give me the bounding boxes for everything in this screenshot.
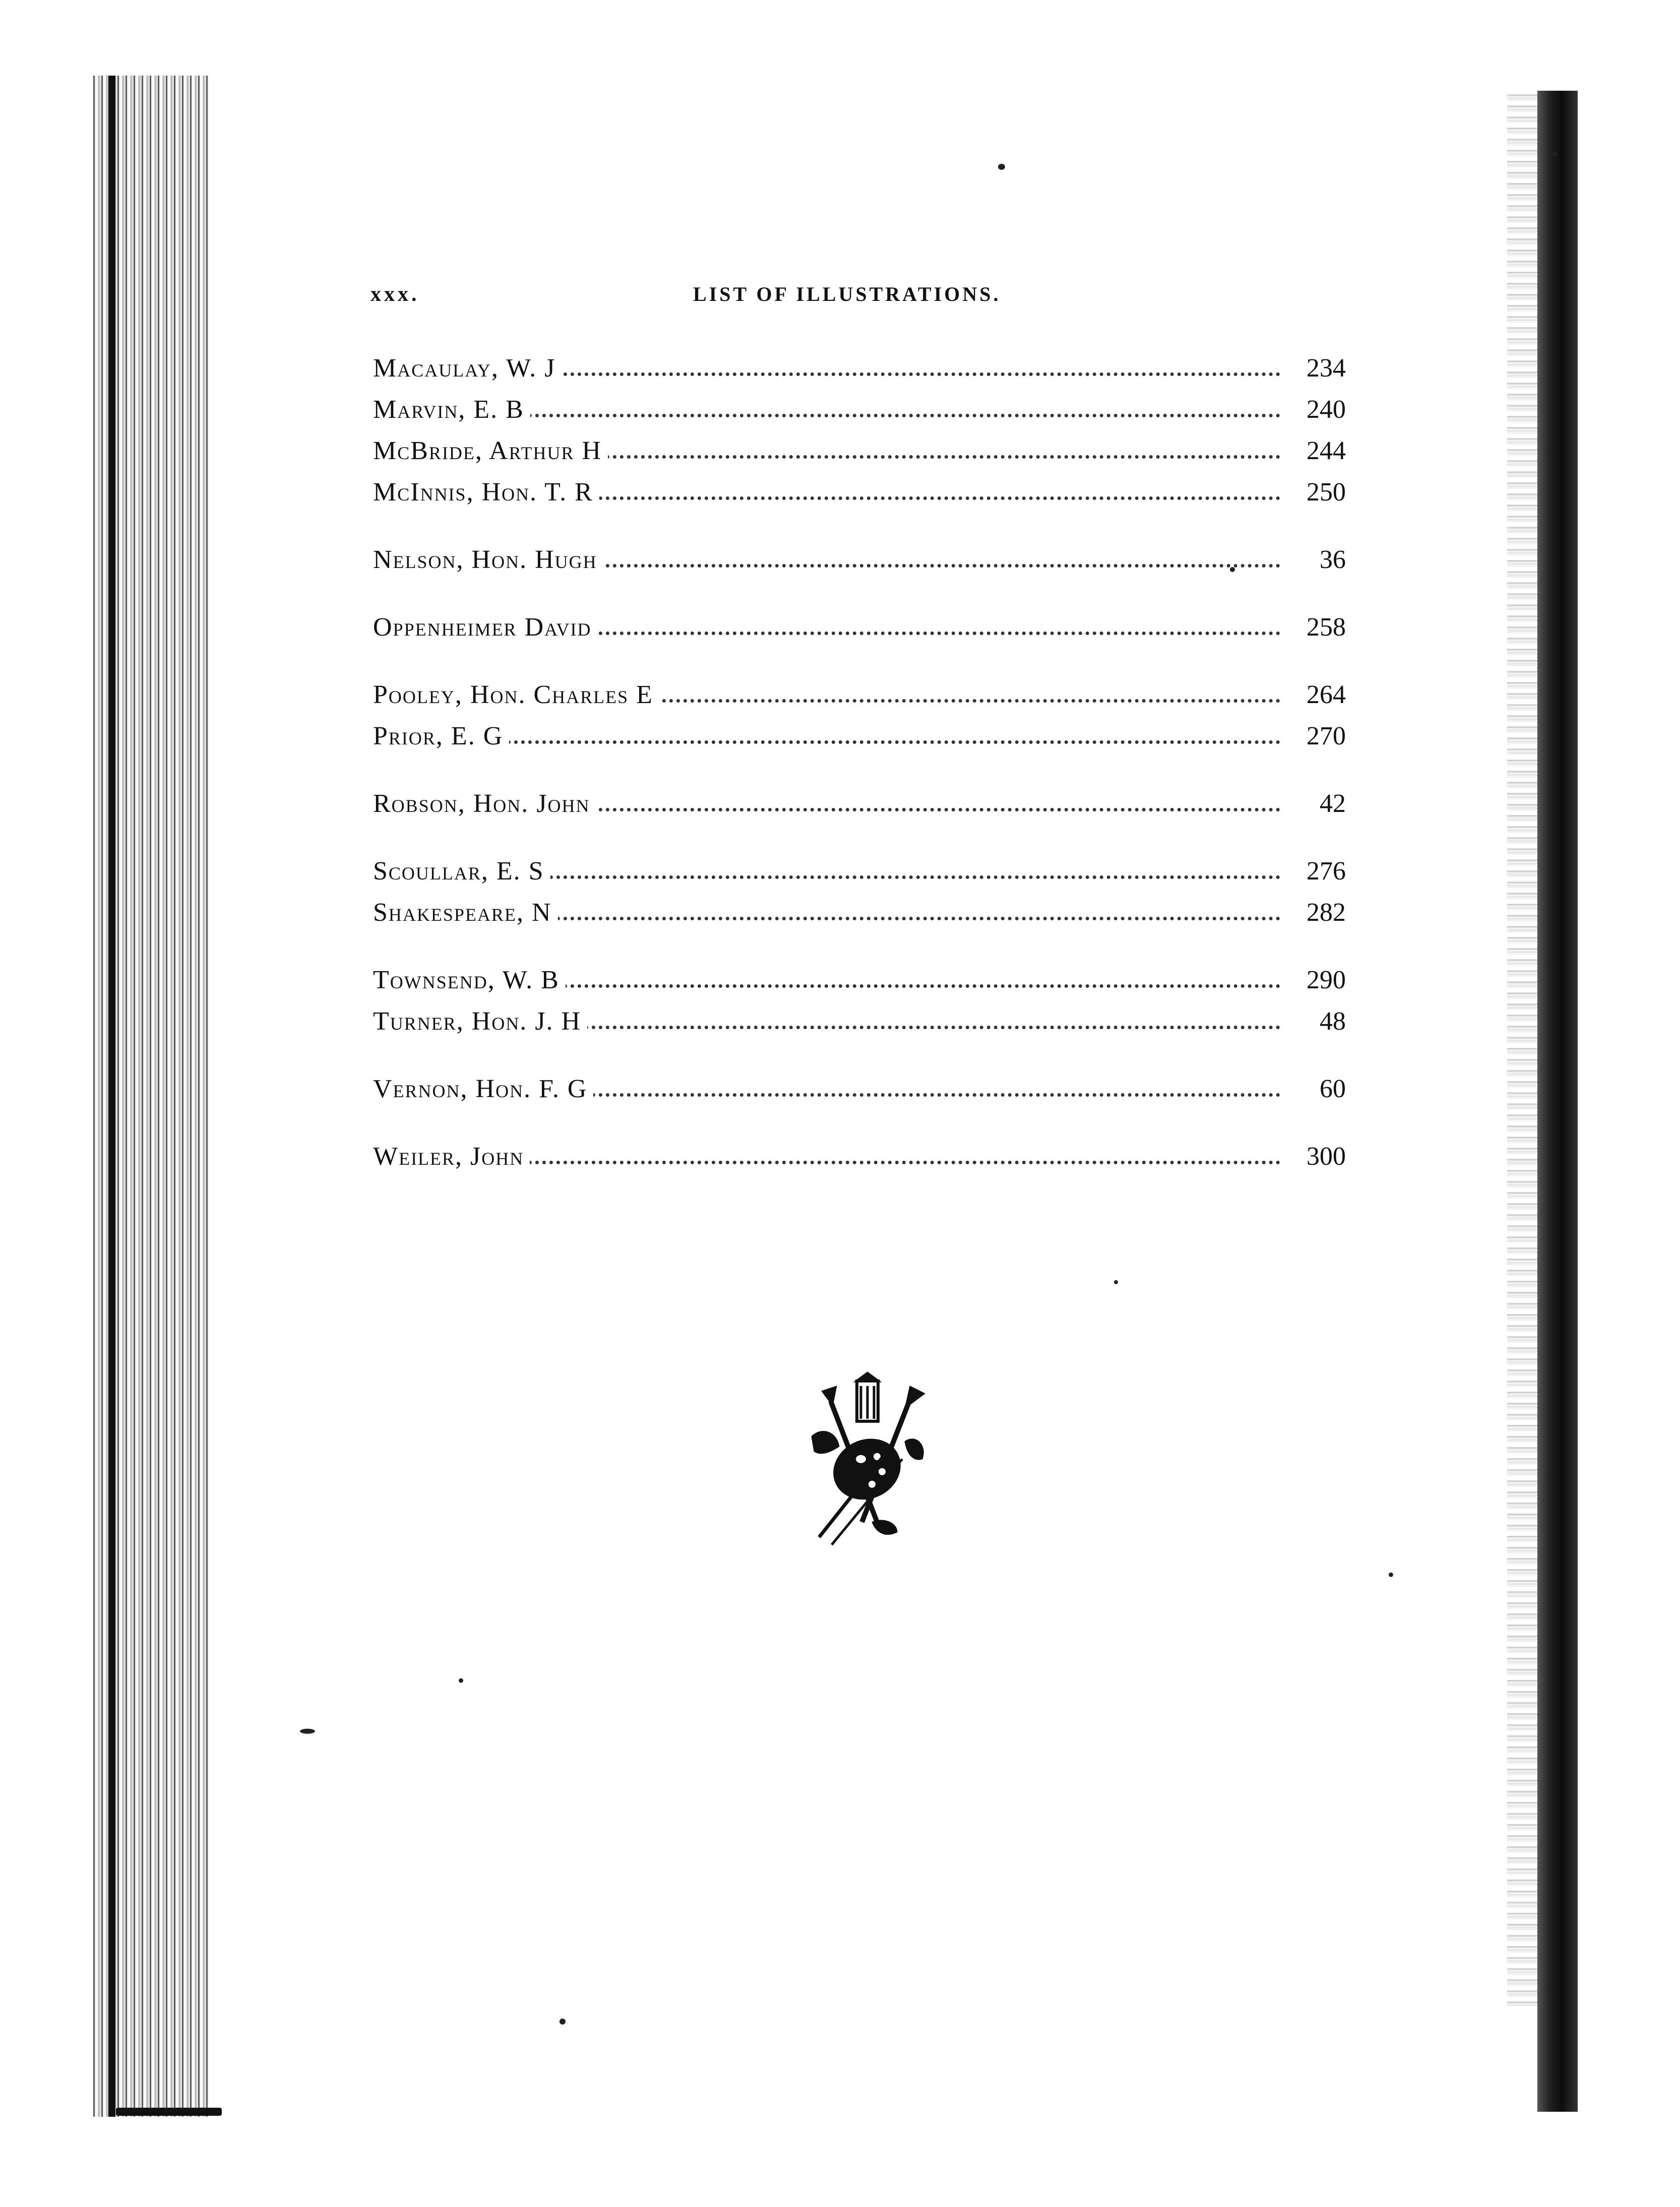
entry-page: 250 <box>1306 478 1346 507</box>
print-speck <box>459 1678 463 1683</box>
entry-name: McInnis, Hon. T. R <box>373 472 599 513</box>
spine-foot-mark <box>116 2108 222 2116</box>
right-page-edge <box>1537 91 1578 2112</box>
entry-name: Robson, Hon. John <box>373 783 596 825</box>
page-folio: xxx. <box>370 283 420 306</box>
entry-page: 240 <box>1306 395 1346 424</box>
list-item <box>373 783 1346 825</box>
entry-page: 300 <box>1306 1142 1346 1171</box>
entry-name: Macaulay, W. J <box>373 348 562 389</box>
list-item <box>373 960 1346 1001</box>
list-item <box>373 892 1346 933</box>
list-item <box>373 348 1346 389</box>
entry-name: Vernon, Hon. F. G <box>373 1068 593 1110</box>
list-item <box>373 539 1346 581</box>
print-speck <box>559 2019 566 2025</box>
entry-page: 264 <box>1306 680 1346 709</box>
entry-page: 60 <box>1320 1075 1346 1103</box>
print-speck <box>300 1729 315 1734</box>
entry-name: Marvin, E. B <box>373 389 530 430</box>
entry-name: Oppenheimer David <box>373 607 597 648</box>
list-item <box>373 389 1346 430</box>
list-item <box>373 716 1346 757</box>
spine-shadow-line <box>108 76 115 2117</box>
entry-page: 48 <box>1320 1007 1346 1036</box>
print-speck <box>1389 1572 1393 1577</box>
page-title: LIST OF ILLUSTRATIONS. <box>693 283 1001 305</box>
list-item <box>373 1136 1346 1177</box>
print-speck <box>998 164 1005 170</box>
entry-name: Townsend, W. B <box>373 960 566 1001</box>
entry-name: Prior, E. G <box>373 716 509 757</box>
entry-name: Nelson, Hon. Hugh <box>373 539 603 581</box>
list-item <box>373 1001 1346 1042</box>
print-speck <box>1552 151 1558 156</box>
entry-name: Turner, Hon. J. H <box>373 1001 587 1042</box>
entry-page: 42 <box>1320 789 1346 818</box>
illustrations-list <box>373 348 1346 1177</box>
entry-page: 290 <box>1306 966 1346 994</box>
entry-name: McBride, Arthur H <box>373 430 608 472</box>
entry-name: Weiler, John <box>373 1136 530 1177</box>
list-item <box>373 430 1346 472</box>
running-head <box>370 282 1338 312</box>
entry-name: Pooley, Hon. Charles E <box>373 674 659 716</box>
print-speck <box>1114 1280 1118 1284</box>
list-item <box>373 851 1346 892</box>
list-item <box>373 1068 1346 1110</box>
list-item <box>373 607 1346 648</box>
entry-page: 276 <box>1306 857 1346 886</box>
entry-page: 282 <box>1306 898 1346 927</box>
entry-page: 258 <box>1306 613 1346 642</box>
entry-page: 244 <box>1306 436 1346 465</box>
entry-page: 234 <box>1306 354 1346 383</box>
crossed-trumpets-palette-ornament-icon <box>801 1371 932 1552</box>
print-speck <box>1230 567 1235 572</box>
entry-name: Shakespeare, N <box>373 892 558 933</box>
list-item <box>373 674 1346 716</box>
entry-page: 36 <box>1320 545 1346 574</box>
list-item <box>373 472 1346 513</box>
entry-page: 270 <box>1306 722 1346 750</box>
entry-name: Scoullar, E. S <box>373 851 550 892</box>
